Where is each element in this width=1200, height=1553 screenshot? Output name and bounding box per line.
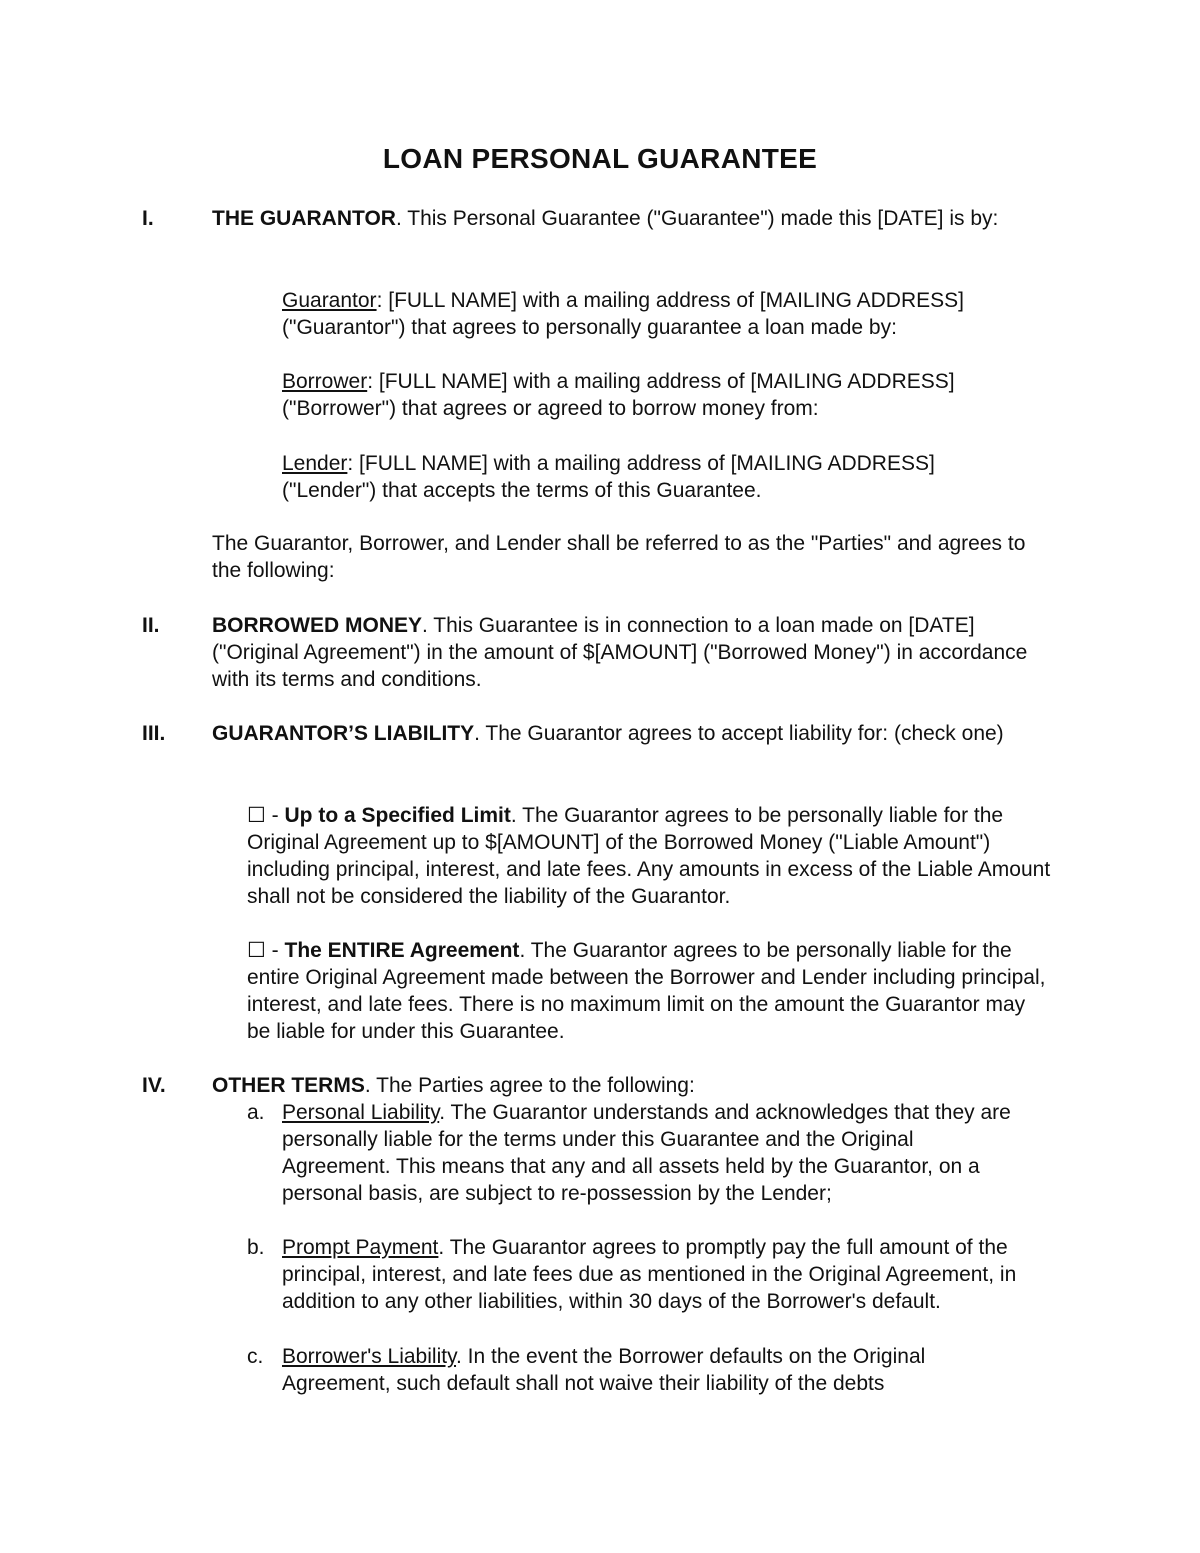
list-item [282,1099,1022,1207]
section-paragraph [212,1072,1062,1099]
option-dash: - [265,804,285,827]
document-title: LOAN PERSONAL GUARANTEE [382,143,818,174]
party-paragraph [282,450,1027,504]
option-text: . The Guarantor agrees to be personally liable for the entire Original Agreement made between the Borrower and Lender including principal, interest, and late fees. There is no maximum limit on the amount the Guarantor may be liable for under this Guarantee. [247,939,1046,1043]
section-number: III. [142,722,166,745]
list-item [282,1343,1022,1397]
section-text: . This Personal Guarantee ("Guarantee") made this [DATE] is by: [395,207,999,230]
party-text: : [FULL NAME] with a mailing address of [MAILING ADDRESS] ("Borrower") that agrees or agreed to borrow money from: [282,370,955,420]
section-heading: GUARANTOR’S LIABILITY [212,722,475,745]
item-text: . The Guarantor understands and acknowledges that they are personally liable for the terms under this Guarantee and the Original Agreement. This means that any and all assets held by the Guarantor, on a personal basis, are subject to re-possession by the Lender; [282,1101,1011,1205]
option-label: Up to a Specified Limit [284,804,511,827]
item-label: Prompt Payment [282,1236,439,1259]
section-heading: OTHER TERMS [212,1074,365,1097]
item-label: Borrower's Liability [282,1345,457,1368]
section-heading: THE GUARANTOR [212,207,396,230]
party-paragraph [282,368,1052,422]
section-paragraph [212,612,1062,693]
section-paragraph [212,205,1062,232]
section-text: . The Guarantor agrees to accept liability for: (check one) [474,722,1004,745]
party-label: Guarantor [282,289,377,312]
section-number: II. [142,614,160,637]
item-label: Personal Liability [282,1101,440,1124]
list-marker: b. [247,1236,265,1259]
party-text: : [FULL NAME] with a mailing address of [MAILING ADDRESS] ("Guarantor") that agrees to personally guarantee a loan made by: [282,289,964,339]
list-item [282,1234,1072,1315]
checkbox-icon[interactable]: ☐ [247,804,266,827]
section-text: . The Parties agree to the following: [364,1074,695,1097]
option-text: . The Guarantor agrees to be personally liable for the Original Agreement up to $[AMOUNT] of the Borrowed Money ("Liable Amount") including principal, interest, and late fees. Any amounts in excess of the Liable Amount shall not be considered the liability of the Guarantor. [247,804,1051,908]
party-text: : [FULL NAME] with a mailing address of [MAILING ADDRESS] ("Lender") that accepts the terms of this Guarantee. [282,452,935,502]
list-marker: c. [247,1345,264,1368]
checkbox-icon[interactable]: ☐ [247,939,266,962]
party-label: Borrower [282,370,368,393]
option-label: The ENTIRE Agreement [284,939,520,962]
party-label: Lender [282,452,348,475]
section-heading: BORROWED MONEY [212,614,422,637]
list-marker: a. [247,1101,265,1124]
section-number: I. [142,207,154,230]
section-paragraph [212,720,1062,747]
liability-option [247,937,1047,1045]
item-text: . In the event the Borrower defaults on the Original Agreement, such default shall not waive their liability of the debts [282,1345,926,1395]
liability-option [247,802,1067,910]
item-text: . The Guarantor agrees to promptly pay the full amount of the principal, interest, and late fees due as mentioned in the Original Agreement, in addition to any other liabilities, within 30 days of the Borrower's default. [282,1236,1017,1313]
party-paragraph [282,287,1052,341]
option-dash: - [265,939,285,962]
section-number: IV. [142,1074,166,1097]
closing-paragraph: The Guarantor, Borrower, and Lender shall be referred to as the "Parties" and agrees to the following: [212,532,1026,582]
section-text: . This Guarantee is in connection to a loan made on [DATE] ("Original Agreement") in the amount of $[AMOUNT] ("Borrowed Money") in accordance with its terms and conditions. [212,614,1028,691]
